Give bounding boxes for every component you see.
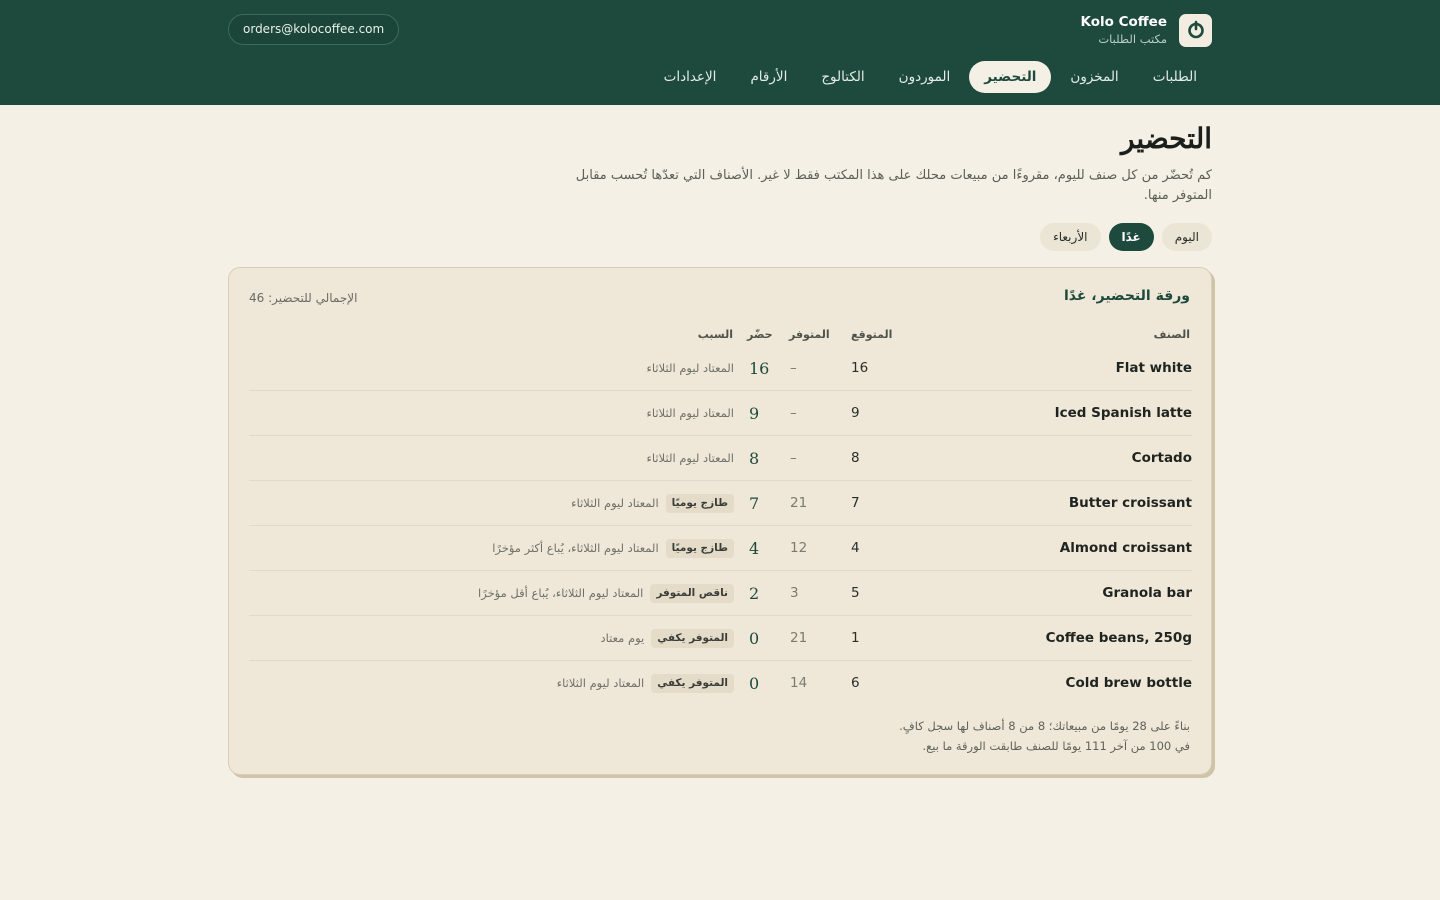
expected-value: 1 (851, 630, 860, 646)
status-badge: طازج يوميًا (666, 539, 734, 558)
column-header-item: الصنف (1153, 328, 1190, 341)
page-description: كم تُحضّر من كل صنف لليوم، مقروءًا من مبيعات محلك على هذا المكتب فقط لا غير. الأصناف التي تعدّها تُحسب مقابل المتوفر منها. (575, 168, 1212, 203)
reason-cell (647, 391, 734, 436)
status-badge: طازج يوميًا (666, 494, 734, 513)
reason-cell (478, 571, 734, 616)
available-value: 3 (790, 585, 799, 601)
item-name: Butter croissant (1068, 495, 1192, 511)
reason-text: المعتاد ليوم الثلاثاء (646, 406, 734, 420)
reason-cell (571, 481, 734, 526)
prepare-value: 7 (749, 494, 760, 513)
item-name: Granola bar (1102, 585, 1192, 601)
column-header-prepare: حضّر (747, 328, 773, 341)
prepare-value: 0 (749, 674, 760, 693)
reason-cell (601, 616, 734, 661)
status-badge: المتوفر يكفي (651, 674, 734, 693)
available-value: 14 (790, 675, 808, 691)
reason-cell (647, 436, 734, 481)
available-value: – (790, 360, 797, 376)
table-row[interactable] (249, 661, 1192, 706)
nav-tab[interactable]: الطلبات (1152, 69, 1197, 85)
expected-value: 6 (851, 675, 860, 691)
expected-value: 9 (851, 405, 860, 421)
expected-value: 4 (851, 540, 860, 556)
item-name: Iced Spanish latte (1054, 405, 1192, 421)
day-tab[interactable]: غدًا (1109, 223, 1154, 251)
table-row[interactable] (249, 436, 1192, 481)
available-value: – (790, 450, 797, 466)
reason-cell (647, 346, 734, 391)
email-button[interactable]: orders@kolocoffee.com (228, 14, 399, 45)
column-header-available: المتوفر (789, 328, 830, 341)
reason-text: يوم معتاد (600, 631, 645, 645)
table-row[interactable] (249, 526, 1192, 571)
prepare-value: 0 (749, 629, 760, 648)
reason-cell (557, 661, 734, 706)
reason-cell (492, 526, 734, 571)
prepare-value: 4 (749, 539, 760, 558)
prepare-value: 8 (749, 449, 760, 468)
footnote-line-1: بناءً على 28 يومًا من مبيعاتك؛ 8 من 8 أصناف لها سجل كافٍ. (899, 719, 1190, 733)
available-value: – (790, 405, 797, 421)
expected-value: 7 (851, 495, 860, 511)
table-row[interactable] (249, 481, 1192, 526)
page-title: التحضير (1120, 122, 1212, 155)
nav-tab[interactable]: الإعدادات (663, 69, 717, 85)
reason-text: المعتاد ليوم الثلاثاء، يُباع أكثر مؤخرًا (492, 541, 659, 555)
nav-tab[interactable]: الكتالوج (821, 69, 865, 85)
available-value: 21 (790, 495, 808, 511)
item-name: Cortado (1131, 450, 1192, 466)
column-header-reason: السبب (697, 328, 733, 341)
reason-text: المعتاد ليوم الثلاثاء (571, 496, 659, 510)
available-value: 21 (790, 630, 808, 646)
nav-tab[interactable]: الأرقام (750, 69, 788, 85)
available-value: 12 (790, 540, 808, 556)
table-row[interactable] (249, 391, 1192, 436)
sheet-total: الإجمالي للتحضير: 46 (249, 291, 358, 305)
table-row[interactable] (249, 616, 1192, 661)
brand-name: Kolo Coffee (1080, 14, 1167, 30)
prepare-value: 2 (749, 584, 760, 603)
table-row[interactable] (249, 571, 1192, 616)
footnote-line-2: في 100 من آخر 111 يومًا للصنف طابقت الورقة ما بيع. (922, 739, 1190, 753)
main-nav (649, 61, 1212, 93)
column-header-expected: المتوقع (851, 328, 893, 341)
day-tab[interactable]: الأربعاء (1040, 223, 1100, 251)
status-badge: المتوفر يكفي (651, 629, 734, 648)
expected-value: 16 (851, 360, 869, 376)
sheet-footnote (590, 716, 1190, 756)
sheet-title: ورقة التحضير، غدًا (1063, 288, 1190, 304)
nav-tab[interactable]: التحضير (969, 61, 1051, 93)
prep-sheet-card (228, 267, 1212, 775)
nav-tab[interactable]: الموردون (898, 69, 951, 85)
power-ring-icon (1179, 14, 1212, 47)
item-name: Cold brew bottle (1065, 675, 1192, 691)
reason-text: المعتاد ليوم الثلاثاء (646, 361, 734, 375)
brand-subtitle: مكتب الطلبات (1098, 32, 1167, 46)
expected-value: 5 (851, 585, 860, 601)
table-row[interactable] (249, 346, 1192, 391)
status-badge: ناقص المتوفر (650, 584, 734, 603)
reason-text: المعتاد ليوم الثلاثاء، يُباع أقل مؤخرًا (478, 586, 644, 600)
top-bar (0, 0, 1440, 105)
day-selector (1040, 223, 1212, 251)
item-name: Flat white (1115, 360, 1192, 376)
item-name: Coffee beans, 250g (1045, 630, 1192, 646)
nav-tab[interactable]: المخزون (1070, 69, 1119, 85)
brand[interactable] (1080, 13, 1212, 47)
prepare-value: 9 (749, 404, 760, 423)
day-tab[interactable]: اليوم (1162, 223, 1212, 251)
reason-text: المعتاد ليوم الثلاثاء (646, 451, 734, 465)
reason-text: المعتاد ليوم الثلاثاء (556, 676, 645, 690)
item-name: Almond croissant (1059, 540, 1192, 556)
prepare-value: 16 (749, 359, 770, 378)
expected-value: 8 (851, 450, 860, 466)
